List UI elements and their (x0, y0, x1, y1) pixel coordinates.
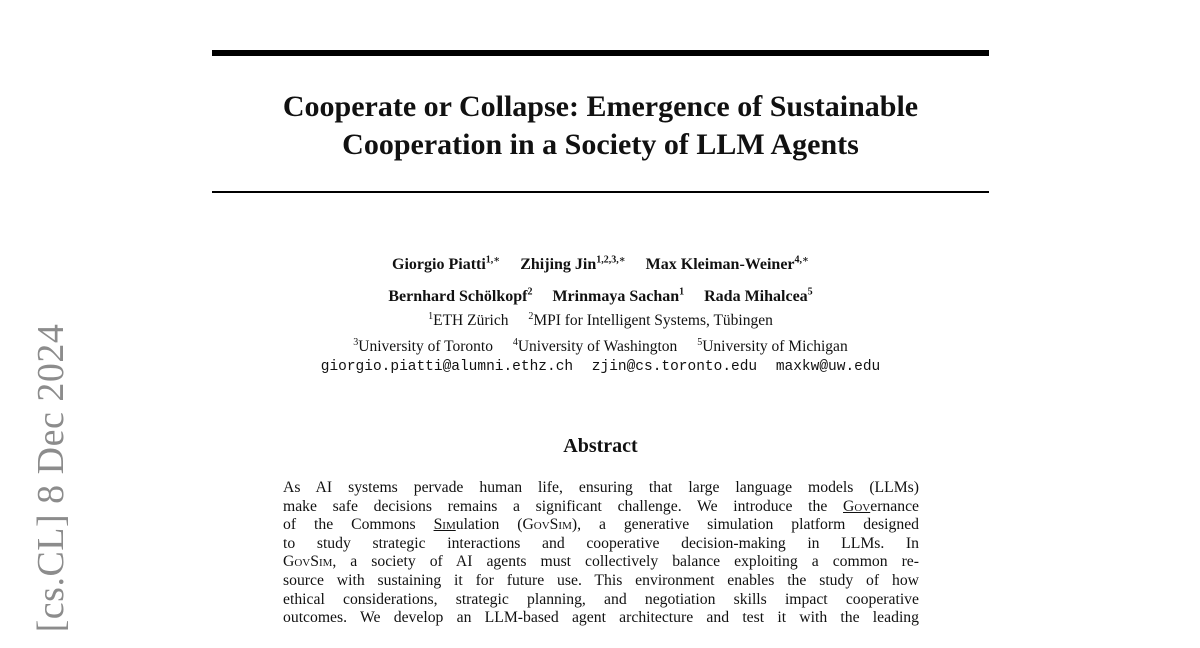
abstract-body (283, 479, 919, 628)
title-top-rule (212, 50, 989, 56)
author-row-2 (212, 278, 989, 309)
author: Rada Mihalcea$^5$ (704, 286, 813, 305)
arxiv-stamp-text: [cs.CL] 8 Dec 2024 (30, 323, 72, 633)
author: Bernhard Schölkopf$^2$ (388, 286, 533, 305)
affiliations (212, 306, 989, 358)
email-list (212, 356, 989, 378)
abstract-line: of the Commons Simulation (GovSim), a generative simulation platform designed (283, 516, 919, 534)
abstract-line: outcomes. We develop an LLM-based agent architecture and test it with the leading (283, 609, 919, 627)
affiliation-row-2 (212, 332, 989, 358)
arxiv-sidebar-stamp (28, 318, 74, 638)
author: Zhijing Jin$^{1,2,3,∗}$ (520, 255, 626, 274)
author: Giorgio Piatti$^{1,∗}$ (392, 255, 501, 274)
email-address: giorgio.piatti@alumni.ethz.ch (320, 359, 574, 375)
affiliation: $^4$University of Washington (512, 337, 678, 356)
affiliation: $^2$MPI for Intelligent Systems, Tübingen (528, 311, 773, 330)
abstract-line: to study strategic interactions and cooperative decision-making in LLMs. In (283, 534, 919, 552)
affiliation: $^5$University of Michigan (697, 337, 848, 356)
abstract-line: GovSim, a society of AI agents must collectively balance exploiting a common re- (283, 553, 919, 571)
abstract-line: make safe decisions remains a significant challenge. We introduce the Governance (283, 497, 919, 515)
paper-title (212, 88, 989, 164)
title-line-1: Cooperate or Collapse: Emergence of Sustainable (282, 90, 919, 123)
abstract-line: ethical considerations, strategic planning, and negotiation skills impact cooperative (283, 590, 919, 608)
abstract-line: source with sustaining it for future use. This environment enables the study of how (283, 571, 919, 589)
abstract-heading: Abstract (563, 435, 638, 457)
author-list (212, 247, 989, 310)
affiliation: $^3$University of Toronto (353, 337, 493, 356)
author: Max Kleiman-Weiner$^{4,∗}$ (645, 255, 809, 274)
author: Mrinmaya Sachan$^1$ (552, 286, 685, 305)
affiliation-row-1 (212, 306, 989, 332)
affiliation: $^1$ETH Zürich (428, 311, 509, 330)
email-address: maxkw@uw.edu (775, 359, 881, 375)
abstract-line: As AI systems pervade human life, ensuring that large language models (LLMs) (283, 479, 919, 496)
title-line-2: Cooperation in a Society of LLM Agents (342, 128, 859, 161)
email-address: zjin@cs.toronto.edu (591, 359, 758, 375)
title-bottom-rule (212, 191, 989, 193)
author-row-1 (212, 247, 989, 278)
